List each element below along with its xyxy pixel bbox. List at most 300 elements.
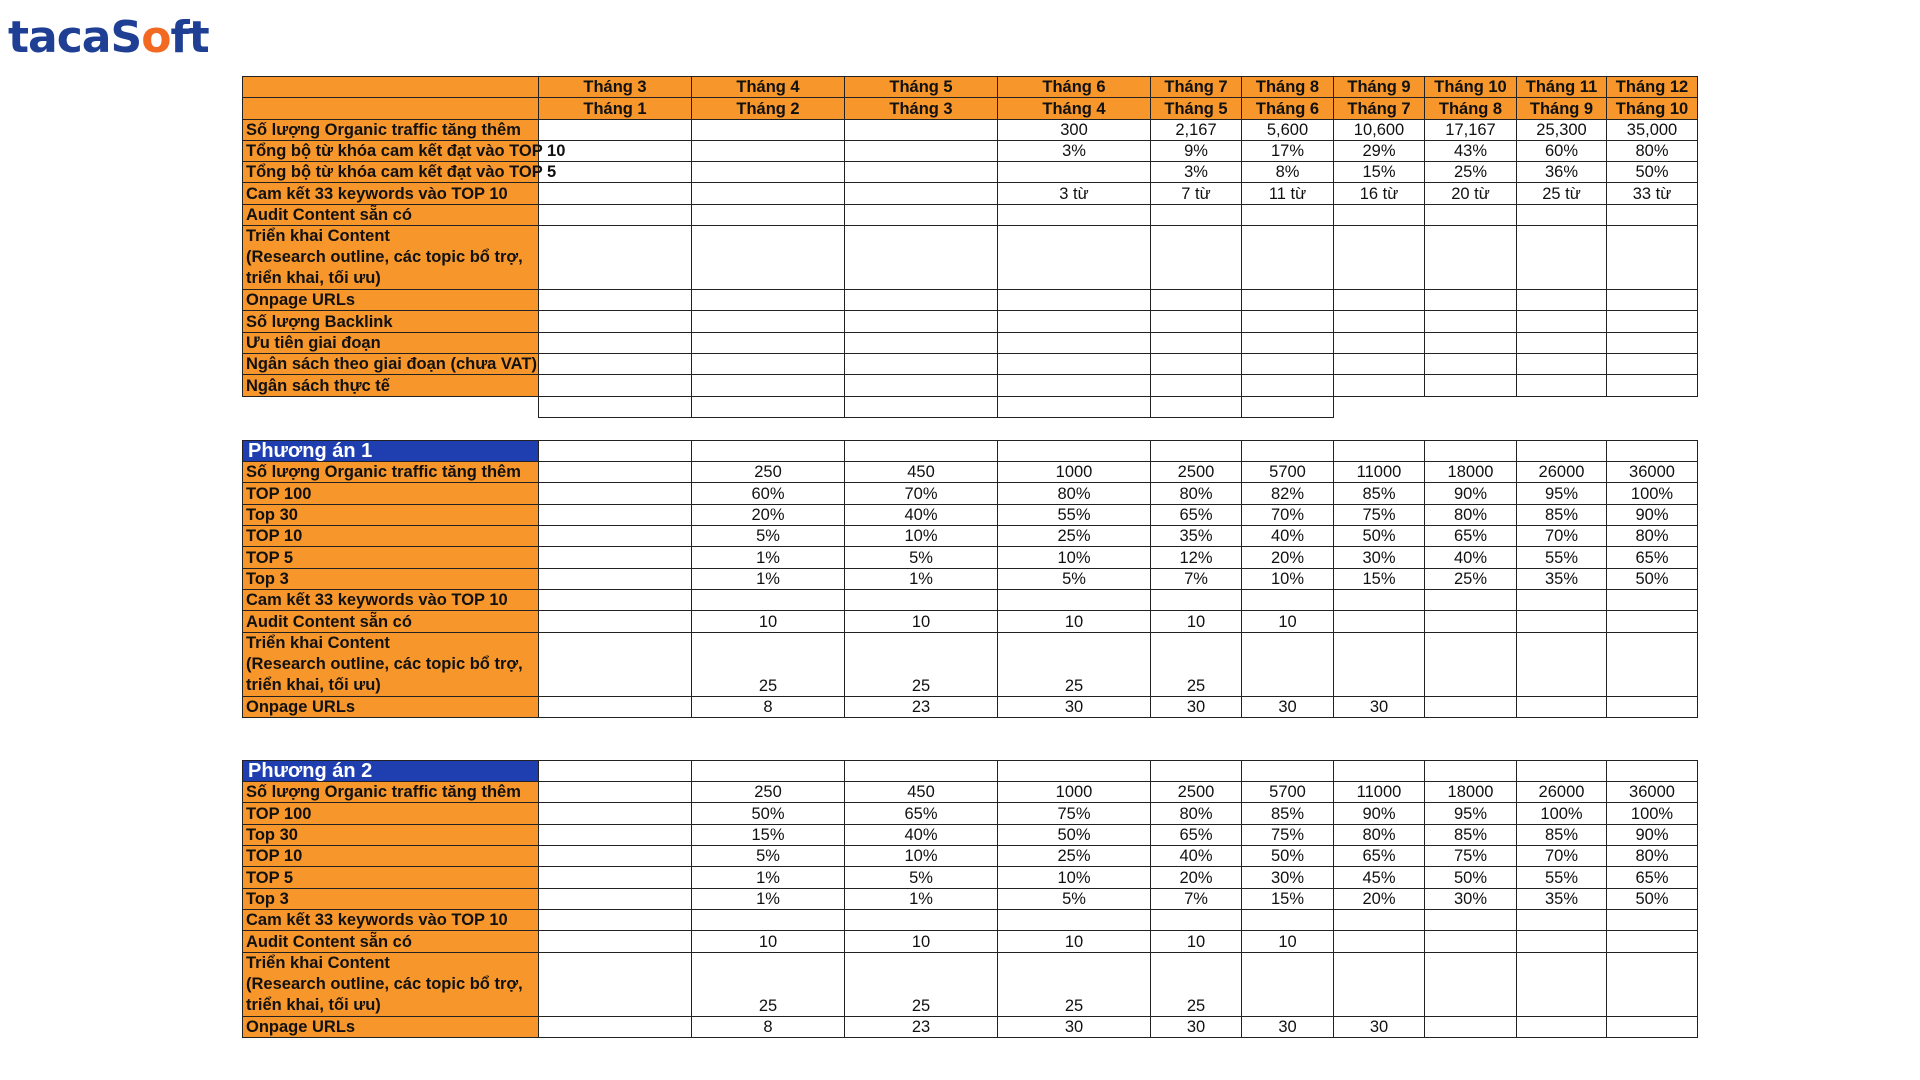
table-cell[interactable] bbox=[539, 909, 692, 930]
table-cell[interactable]: 20% bbox=[1334, 888, 1425, 909]
table-cell[interactable]: 11000 bbox=[1334, 462, 1425, 483]
table-cell[interactable]: 70% bbox=[1242, 504, 1334, 525]
table-cell[interactable]: 25 bbox=[845, 632, 998, 696]
table-cell[interactable] bbox=[1242, 589, 1334, 610]
table-cell[interactable]: 10 bbox=[845, 931, 998, 952]
table-cell[interactable]: 85% bbox=[1517, 824, 1607, 845]
table-cell[interactable]: 10 bbox=[1151, 931, 1242, 952]
table-cell[interactable] bbox=[539, 931, 692, 952]
table-cell[interactable] bbox=[1334, 611, 1425, 632]
table-cell[interactable]: 80% bbox=[1607, 140, 1698, 161]
table-cell[interactable] bbox=[1334, 440, 1425, 461]
table-cell[interactable] bbox=[845, 140, 998, 161]
table-cell[interactable]: 15% bbox=[692, 824, 845, 845]
table-cell[interactable] bbox=[539, 311, 692, 332]
empty-cell[interactable] bbox=[539, 396, 692, 417]
table-cell[interactable] bbox=[845, 375, 998, 396]
table-cell[interactable] bbox=[998, 589, 1151, 610]
table-cell[interactable]: 40% bbox=[1151, 846, 1242, 867]
empty-cell[interactable] bbox=[845, 396, 998, 417]
table-cell[interactable] bbox=[1425, 226, 1517, 290]
table-cell[interactable] bbox=[1517, 332, 1607, 353]
table-cell[interactable] bbox=[1425, 909, 1517, 930]
table-cell[interactable] bbox=[539, 611, 692, 632]
table-cell[interactable]: 1% bbox=[692, 547, 845, 568]
table-cell[interactable] bbox=[998, 162, 1151, 183]
table-cell[interactable]: 5% bbox=[998, 568, 1151, 589]
table-cell[interactable] bbox=[1517, 611, 1607, 632]
table-cell[interactable]: 5% bbox=[692, 846, 845, 867]
table-cell[interactable]: 3% bbox=[1151, 162, 1242, 183]
table-cell[interactable]: 20 từ bbox=[1425, 183, 1517, 204]
table-cell[interactable]: 36% bbox=[1517, 162, 1607, 183]
table-cell[interactable] bbox=[1242, 353, 1334, 374]
table-cell[interactable]: 30 bbox=[1334, 1016, 1425, 1037]
table-cell[interactable]: 1% bbox=[845, 568, 998, 589]
table-cell[interactable]: 8 bbox=[692, 1016, 845, 1037]
table-cell[interactable]: 100% bbox=[1607, 803, 1698, 824]
table-cell[interactable] bbox=[1607, 332, 1698, 353]
table-cell[interactable]: 75% bbox=[1334, 504, 1425, 525]
table-cell[interactable]: 11 từ bbox=[1242, 183, 1334, 204]
table-cell[interactable]: 30 bbox=[1242, 1016, 1334, 1037]
table-cell[interactable]: 33 từ bbox=[1607, 183, 1698, 204]
table-cell[interactable] bbox=[1242, 440, 1334, 461]
table-cell[interactable]: 450 bbox=[845, 462, 998, 483]
table-cell[interactable] bbox=[1334, 589, 1425, 610]
table-cell[interactable] bbox=[539, 526, 692, 547]
table-cell[interactable] bbox=[845, 332, 998, 353]
table-cell[interactable]: 25 bbox=[998, 632, 1151, 696]
table-cell[interactable] bbox=[845, 162, 998, 183]
table-cell[interactable] bbox=[1425, 290, 1517, 311]
table-cell[interactable] bbox=[1242, 290, 1334, 311]
table-cell[interactable] bbox=[1151, 760, 1242, 781]
table-cell[interactable]: 10 bbox=[845, 611, 998, 632]
table-cell[interactable]: 1% bbox=[692, 867, 845, 888]
table-cell[interactable] bbox=[539, 696, 692, 717]
table-cell[interactable] bbox=[1607, 440, 1698, 461]
table-cell[interactable]: 25 bbox=[692, 952, 845, 1016]
table-cell[interactable] bbox=[1334, 931, 1425, 952]
table-cell[interactable] bbox=[1607, 375, 1698, 396]
table-cell[interactable]: 11000 bbox=[1334, 782, 1425, 803]
table-cell[interactable]: 1% bbox=[692, 888, 845, 909]
table-cell[interactable]: 23 bbox=[845, 1016, 998, 1037]
table-cell[interactable]: 95% bbox=[1425, 803, 1517, 824]
table-cell[interactable] bbox=[1334, 311, 1425, 332]
table-cell[interactable]: 50% bbox=[692, 803, 845, 824]
table-cell[interactable]: 60% bbox=[1517, 140, 1607, 161]
table-cell[interactable]: 30 bbox=[998, 696, 1151, 717]
table-cell[interactable] bbox=[1517, 290, 1607, 311]
table-cell[interactable]: 20% bbox=[1242, 547, 1334, 568]
table-cell[interactable] bbox=[998, 909, 1151, 930]
table-cell[interactable] bbox=[539, 846, 692, 867]
table-cell[interactable]: 5% bbox=[692, 526, 845, 547]
table-cell[interactable]: 12% bbox=[1151, 547, 1242, 568]
table-cell[interactable]: 35,000 bbox=[1607, 119, 1698, 140]
table-cell[interactable]: 82% bbox=[1242, 483, 1334, 504]
empty-cell[interactable] bbox=[692, 396, 845, 417]
table-cell[interactable]: 10% bbox=[998, 867, 1151, 888]
table-cell[interactable]: 10 bbox=[692, 611, 845, 632]
table-cell[interactable]: 29% bbox=[1334, 140, 1425, 161]
table-cell[interactable] bbox=[998, 440, 1151, 461]
table-cell[interactable] bbox=[1517, 440, 1607, 461]
table-cell[interactable]: 50% bbox=[998, 824, 1151, 845]
table-cell[interactable]: 25 bbox=[692, 632, 845, 696]
table-cell[interactable]: 23 bbox=[845, 696, 998, 717]
table-cell[interactable]: 5% bbox=[845, 547, 998, 568]
table-cell[interactable]: 30% bbox=[1334, 547, 1425, 568]
table-cell[interactable]: 5% bbox=[845, 867, 998, 888]
table-cell[interactable]: 80% bbox=[1425, 504, 1517, 525]
table-cell[interactable] bbox=[1242, 632, 1334, 696]
table-cell[interactable] bbox=[692, 589, 845, 610]
table-cell[interactable]: 15% bbox=[1334, 568, 1425, 589]
table-cell[interactable]: 75% bbox=[998, 803, 1151, 824]
table-cell[interactable]: 25% bbox=[998, 526, 1151, 547]
table-cell[interactable]: 30 bbox=[1151, 696, 1242, 717]
table-cell[interactable] bbox=[1607, 931, 1698, 952]
table-cell[interactable] bbox=[998, 760, 1151, 781]
table-cell[interactable] bbox=[1517, 1016, 1607, 1037]
table-cell[interactable]: 85% bbox=[1242, 803, 1334, 824]
table-cell[interactable]: 1000 bbox=[998, 462, 1151, 483]
table-cell[interactable] bbox=[539, 782, 692, 803]
table-cell[interactable]: 10% bbox=[845, 526, 998, 547]
table-cell[interactable] bbox=[1607, 290, 1698, 311]
table-cell[interactable] bbox=[692, 375, 845, 396]
table-cell[interactable]: 25% bbox=[1425, 568, 1517, 589]
table-cell[interactable] bbox=[845, 353, 998, 374]
table-cell[interactable] bbox=[1425, 632, 1517, 696]
table-cell[interactable]: 55% bbox=[1517, 547, 1607, 568]
table-cell[interactable]: 30% bbox=[1425, 888, 1517, 909]
table-cell[interactable]: 10 bbox=[998, 931, 1151, 952]
table-cell[interactable]: 85% bbox=[1517, 504, 1607, 525]
table-cell[interactable]: 25 bbox=[1151, 632, 1242, 696]
table-cell[interactable]: 25 bbox=[845, 952, 998, 1016]
table-cell[interactable]: 35% bbox=[1517, 888, 1607, 909]
table-cell[interactable]: 30 bbox=[998, 1016, 1151, 1037]
table-cell[interactable]: 250 bbox=[692, 782, 845, 803]
table-cell[interactable] bbox=[539, 353, 692, 374]
table-cell[interactable]: 5,600 bbox=[1242, 119, 1334, 140]
table-cell[interactable]: 90% bbox=[1425, 483, 1517, 504]
table-cell[interactable] bbox=[1242, 332, 1334, 353]
table-cell[interactable]: 90% bbox=[1607, 504, 1698, 525]
table-cell[interactable] bbox=[1517, 311, 1607, 332]
table-cell[interactable]: 30 bbox=[1334, 696, 1425, 717]
table-cell[interactable] bbox=[1517, 931, 1607, 952]
table-cell[interactable] bbox=[1242, 909, 1334, 930]
table-cell[interactable]: 50% bbox=[1607, 888, 1698, 909]
table-cell[interactable] bbox=[1425, 952, 1517, 1016]
table-cell[interactable] bbox=[1517, 632, 1607, 696]
table-cell[interactable] bbox=[539, 162, 692, 183]
table-cell[interactable] bbox=[1425, 311, 1517, 332]
table-cell[interactable] bbox=[1607, 311, 1698, 332]
table-cell[interactable] bbox=[1425, 696, 1517, 717]
table-cell[interactable]: 7 từ bbox=[1151, 183, 1242, 204]
table-cell[interactable] bbox=[692, 440, 845, 461]
table-cell[interactable] bbox=[845, 909, 998, 930]
table-cell[interactable]: 30 bbox=[1242, 696, 1334, 717]
table-cell[interactable]: 30 bbox=[1151, 1016, 1242, 1037]
table-cell[interactable]: 15% bbox=[1334, 162, 1425, 183]
table-cell[interactable] bbox=[1517, 589, 1607, 610]
table-cell[interactable] bbox=[539, 547, 692, 568]
table-cell[interactable] bbox=[692, 760, 845, 781]
table-cell[interactable]: 70% bbox=[1517, 526, 1607, 547]
table-cell[interactable]: 40% bbox=[1425, 547, 1517, 568]
table-cell[interactable]: 1% bbox=[845, 888, 998, 909]
table-cell[interactable]: 70% bbox=[845, 483, 998, 504]
table-cell[interactable] bbox=[692, 204, 845, 225]
table-cell[interactable]: 25,300 bbox=[1517, 119, 1607, 140]
table-cell[interactable] bbox=[692, 353, 845, 374]
table-cell[interactable] bbox=[1425, 440, 1517, 461]
table-cell[interactable]: 2500 bbox=[1151, 462, 1242, 483]
table-cell[interactable] bbox=[1334, 226, 1425, 290]
table-cell[interactable]: 40% bbox=[1242, 526, 1334, 547]
table-cell[interactable] bbox=[692, 140, 845, 161]
table-cell[interactable]: 40% bbox=[845, 504, 998, 525]
table-cell[interactable]: 95% bbox=[1517, 483, 1607, 504]
table-cell[interactable]: 8 bbox=[692, 696, 845, 717]
table-cell[interactable] bbox=[1334, 632, 1425, 696]
table-cell[interactable]: 300 bbox=[998, 119, 1151, 140]
table-cell[interactable] bbox=[539, 504, 692, 525]
table-cell[interactable]: 90% bbox=[1607, 824, 1698, 845]
table-cell[interactable] bbox=[692, 290, 845, 311]
table-cell[interactable] bbox=[845, 204, 998, 225]
table-cell[interactable]: 70% bbox=[1517, 846, 1607, 867]
table-cell[interactable] bbox=[1334, 290, 1425, 311]
table-cell[interactable] bbox=[539, 119, 692, 140]
table-cell[interactable]: 25 bbox=[998, 952, 1151, 1016]
table-cell[interactable]: 50% bbox=[1607, 568, 1698, 589]
table-cell[interactable] bbox=[1151, 440, 1242, 461]
table-cell[interactable] bbox=[845, 311, 998, 332]
table-cell[interactable] bbox=[1242, 375, 1334, 396]
table-cell[interactable] bbox=[1334, 952, 1425, 1016]
table-cell[interactable] bbox=[1334, 204, 1425, 225]
table-cell[interactable] bbox=[539, 183, 692, 204]
table-cell[interactable] bbox=[1607, 353, 1698, 374]
table-cell[interactable] bbox=[539, 483, 692, 504]
table-cell[interactable]: 25% bbox=[1425, 162, 1517, 183]
table-cell[interactable]: 10 bbox=[998, 611, 1151, 632]
table-cell[interactable] bbox=[692, 332, 845, 353]
table-cell[interactable] bbox=[998, 311, 1151, 332]
empty-cell[interactable] bbox=[1242, 396, 1334, 417]
table-cell[interactable]: 85% bbox=[1425, 824, 1517, 845]
table-cell[interactable] bbox=[1151, 311, 1242, 332]
table-cell[interactable]: 65% bbox=[1151, 824, 1242, 845]
table-cell[interactable]: 45% bbox=[1334, 867, 1425, 888]
table-cell[interactable] bbox=[539, 760, 692, 781]
table-cell[interactable]: 50% bbox=[1334, 526, 1425, 547]
table-cell[interactable] bbox=[1425, 204, 1517, 225]
table-cell[interactable] bbox=[539, 568, 692, 589]
table-cell[interactable]: 1% bbox=[692, 568, 845, 589]
table-cell[interactable] bbox=[1517, 760, 1607, 781]
table-cell[interactable] bbox=[1425, 375, 1517, 396]
table-cell[interactable] bbox=[539, 226, 692, 290]
table-cell[interactable] bbox=[1425, 760, 1517, 781]
table-cell[interactable]: 100% bbox=[1517, 803, 1607, 824]
table-cell[interactable] bbox=[1242, 311, 1334, 332]
table-cell[interactable]: 50% bbox=[1242, 846, 1334, 867]
table-cell[interactable] bbox=[1517, 909, 1607, 930]
table-cell[interactable]: 85% bbox=[1334, 483, 1425, 504]
table-cell[interactable]: 26000 bbox=[1517, 782, 1607, 803]
table-cell[interactable]: 16 từ bbox=[1334, 183, 1425, 204]
table-cell[interactable]: 36000 bbox=[1607, 782, 1698, 803]
table-cell[interactable] bbox=[1334, 375, 1425, 396]
table-cell[interactable] bbox=[1517, 696, 1607, 717]
table-cell[interactable] bbox=[692, 226, 845, 290]
table-cell[interactable]: 5700 bbox=[1242, 462, 1334, 483]
table-cell[interactable] bbox=[1517, 226, 1607, 290]
table-cell[interactable]: 2500 bbox=[1151, 782, 1242, 803]
table-cell[interactable]: 10,600 bbox=[1334, 119, 1425, 140]
table-cell[interactable] bbox=[998, 290, 1151, 311]
table-cell[interactable] bbox=[539, 803, 692, 824]
table-cell[interactable]: 80% bbox=[1151, 483, 1242, 504]
table-cell[interactable] bbox=[1517, 375, 1607, 396]
table-cell[interactable]: 7% bbox=[1151, 888, 1242, 909]
table-cell[interactable]: 60% bbox=[692, 483, 845, 504]
table-cell[interactable] bbox=[539, 332, 692, 353]
table-cell[interactable]: 20% bbox=[1151, 867, 1242, 888]
table-cell[interactable]: 25% bbox=[998, 846, 1151, 867]
table-cell[interactable] bbox=[1607, 204, 1698, 225]
table-cell[interactable] bbox=[692, 311, 845, 332]
table-cell[interactable] bbox=[1607, 760, 1698, 781]
table-cell[interactable] bbox=[539, 290, 692, 311]
table-cell[interactable] bbox=[1607, 589, 1698, 610]
table-cell[interactable]: 25 bbox=[1151, 952, 1242, 1016]
table-cell[interactable] bbox=[692, 909, 845, 930]
table-cell[interactable] bbox=[845, 760, 998, 781]
table-cell[interactable]: 80% bbox=[1334, 824, 1425, 845]
table-cell[interactable]: 10 bbox=[692, 931, 845, 952]
table-cell[interactable]: 5% bbox=[998, 888, 1151, 909]
table-cell[interactable] bbox=[1242, 226, 1334, 290]
table-cell[interactable]: 3% bbox=[998, 140, 1151, 161]
table-cell[interactable]: 8% bbox=[1242, 162, 1334, 183]
table-cell[interactable]: 250 bbox=[692, 462, 845, 483]
table-cell[interactable] bbox=[692, 183, 845, 204]
table-cell[interactable]: 10 bbox=[1151, 611, 1242, 632]
table-cell[interactable]: 43% bbox=[1425, 140, 1517, 161]
table-cell[interactable]: 1000 bbox=[998, 782, 1151, 803]
table-cell[interactable] bbox=[1425, 611, 1517, 632]
table-cell[interactable] bbox=[1607, 909, 1698, 930]
table-cell[interactable] bbox=[1151, 290, 1242, 311]
table-cell[interactable]: 75% bbox=[1425, 846, 1517, 867]
table-cell[interactable]: 3 từ bbox=[998, 183, 1151, 204]
table-cell[interactable]: 80% bbox=[1607, 846, 1698, 867]
table-cell[interactable] bbox=[1425, 1016, 1517, 1037]
table-cell[interactable] bbox=[1151, 332, 1242, 353]
table-cell[interactable] bbox=[1425, 589, 1517, 610]
table-cell[interactable]: 15% bbox=[1242, 888, 1334, 909]
table-cell[interactable]: 2,167 bbox=[1151, 119, 1242, 140]
table-cell[interactable] bbox=[539, 440, 692, 461]
table-cell[interactable]: 35% bbox=[1151, 526, 1242, 547]
table-cell[interactable]: 55% bbox=[998, 504, 1151, 525]
table-cell[interactable] bbox=[1607, 226, 1698, 290]
table-cell[interactable] bbox=[1517, 204, 1607, 225]
table-cell[interactable] bbox=[1607, 632, 1698, 696]
table-cell[interactable] bbox=[1517, 952, 1607, 1016]
table-cell[interactable]: 5700 bbox=[1242, 782, 1334, 803]
table-cell[interactable] bbox=[1242, 760, 1334, 781]
table-cell[interactable] bbox=[692, 162, 845, 183]
table-cell[interactable] bbox=[1151, 226, 1242, 290]
table-cell[interactable]: 50% bbox=[1607, 162, 1698, 183]
table-cell[interactable]: 10% bbox=[845, 846, 998, 867]
table-cell[interactable] bbox=[1607, 952, 1698, 1016]
table-cell[interactable] bbox=[539, 952, 692, 1016]
table-cell[interactable] bbox=[1607, 1016, 1698, 1037]
table-cell[interactable] bbox=[1334, 909, 1425, 930]
table-cell[interactable]: 65% bbox=[845, 803, 998, 824]
table-cell[interactable]: 26000 bbox=[1517, 462, 1607, 483]
table-cell[interactable] bbox=[539, 462, 692, 483]
table-cell[interactable] bbox=[1517, 353, 1607, 374]
table-cell[interactable]: 80% bbox=[998, 483, 1151, 504]
table-cell[interactable] bbox=[539, 632, 692, 696]
table-cell[interactable]: 18000 bbox=[1425, 782, 1517, 803]
table-cell[interactable]: 65% bbox=[1607, 547, 1698, 568]
table-cell[interactable] bbox=[1425, 332, 1517, 353]
table-cell[interactable] bbox=[539, 589, 692, 610]
table-cell[interactable] bbox=[539, 375, 692, 396]
table-cell[interactable] bbox=[539, 824, 692, 845]
table-cell[interactable]: 65% bbox=[1334, 846, 1425, 867]
table-cell[interactable]: 10% bbox=[998, 547, 1151, 568]
empty-cell[interactable] bbox=[1151, 396, 1242, 417]
table-cell[interactable] bbox=[1334, 332, 1425, 353]
table-cell[interactable] bbox=[845, 183, 998, 204]
table-cell[interactable] bbox=[845, 290, 998, 311]
table-cell[interactable] bbox=[692, 119, 845, 140]
table-cell[interactable]: 65% bbox=[1151, 504, 1242, 525]
table-cell[interactable]: 65% bbox=[1425, 526, 1517, 547]
table-cell[interactable]: 65% bbox=[1607, 867, 1698, 888]
table-cell[interactable] bbox=[998, 226, 1151, 290]
table-cell[interactable]: 9% bbox=[1151, 140, 1242, 161]
table-cell[interactable] bbox=[1334, 353, 1425, 374]
table-cell[interactable] bbox=[998, 375, 1151, 396]
table-cell[interactable]: 450 bbox=[845, 782, 998, 803]
table-cell[interactable]: 55% bbox=[1517, 867, 1607, 888]
table-cell[interactable]: 18000 bbox=[1425, 462, 1517, 483]
table-cell[interactable] bbox=[845, 589, 998, 610]
table-cell[interactable]: 80% bbox=[1151, 803, 1242, 824]
table-cell[interactable] bbox=[1607, 696, 1698, 717]
table-cell[interactable]: 10 bbox=[1242, 931, 1334, 952]
table-cell[interactable] bbox=[1151, 589, 1242, 610]
table-cell[interactable]: 90% bbox=[1334, 803, 1425, 824]
table-cell[interactable] bbox=[539, 204, 692, 225]
